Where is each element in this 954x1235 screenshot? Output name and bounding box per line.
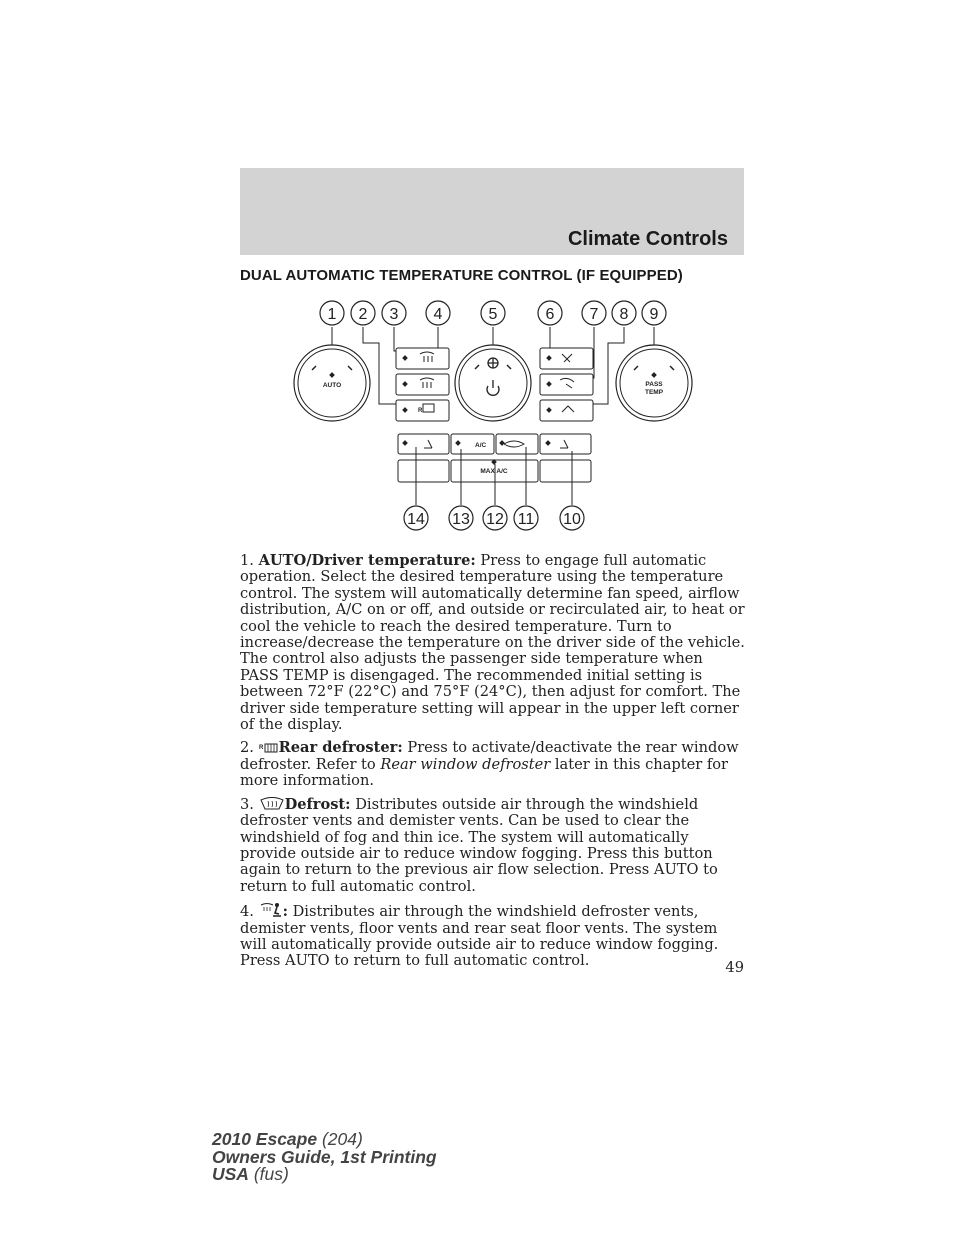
footer: 2010 Escape (204) Owners Guide, 1st Printing USA (fus): [212, 1129, 437, 1185]
pass-label: PASS: [645, 381, 663, 388]
item-3: 3. Defrost: Distributes outside air through the windshield defroster vents and demister vents. Can be used to clear the windshield of fog and thin ice. The system will automatically provide outside air to reduce window fogging. Press this button again to return to the previous air flow selection. Press AUTO to return to full automatic control.: [240, 795, 718, 895]
max-ac-label: MAX A/C: [480, 468, 508, 475]
item-2: 2. R Rear defroster: Press to activate/deactivate the rear window defroster. Refer to Rear window defroster later in this chapter for more information.: [240, 739, 739, 790]
callouts-top: [320, 301, 666, 325]
rear-defroster-icon: [259, 742, 279, 754]
auto-label: AUTO: [322, 382, 342, 389]
svg-text:R: R: [258, 745, 263, 752]
callout-top-label-8: 8: [619, 306, 629, 323]
callout-top-label-7: 7: [589, 306, 599, 323]
callout-bottom-label-14: 14: [407, 511, 425, 528]
defrost-icon: [259, 797, 285, 811]
item-4-term: :: [282, 903, 288, 921]
temp-label: TEMP: [644, 389, 664, 396]
callout-top-label-3: 3: [389, 306, 399, 323]
callout-top-label-2: 2: [358, 306, 368, 323]
item-4: 4. : Distributes air through the windshield defroster vents, demister vents, floor vents and rear seat floor vents. The system will automatically provide outside air to reduce window fogging. Press AUTO to return to full automatic control.: [240, 903, 719, 970]
callout-top-label-6: 6: [545, 306, 555, 323]
item-1: 1. AUTO/Driver temperature: Press to engage full automatic operation. Select the desired temperature using the temperature control. The system will automatically determine fan speed, airflow distribution, A/C on or off, and outside or recirculated air, to heat or cool the vehicle to reach the desired temperature. Turn to increase/decrease the temperature on the driver side of the vehicle. The control also adjusts the passenger side temperature when PASS TEMP is disengaged. The recommended initial setting is between 72°F (22°C) and 75°F (24°C), then adjust for comfort. The driver side temperature setting will appear in the upper left corner of the display.: [240, 552, 745, 734]
item-2-reference: Rear window defroster: [380, 755, 551, 773]
callout-top-label-1: 1: [327, 306, 337, 323]
body-text: [240, 553, 746, 977]
header-band: [240, 168, 744, 255]
callout-bottom-label-10: 10: [563, 511, 581, 528]
defrost-floor-icon: [259, 902, 283, 918]
item-3-term: Defrost:: [284, 795, 351, 813]
callout-top-label-5: 5: [488, 306, 498, 323]
section-title: Climate Controls: [567, 228, 728, 250]
page-number: 49: [725, 959, 744, 976]
callout-top-label-4: 4: [433, 306, 443, 323]
callout-bottom-label-12: 12: [486, 511, 504, 528]
climate-control-panel-figure: [290, 296, 700, 540]
subheading: DUAL AUTOMATIC TEMPERATURE CONTROL (IF EQUIPPED): [240, 267, 683, 284]
item-1-term: AUTO/Driver temperature:: [258, 552, 476, 569]
rear-button-letter: R: [418, 408, 423, 414]
callout-top-label-9: 9: [649, 306, 659, 323]
item-2-term: Rear defroster:: [278, 739, 403, 757]
callout-bottom-label-13: 13: [452, 511, 470, 528]
callout-bottom-label-11: 11: [517, 511, 535, 528]
callouts-bottom: [404, 506, 584, 530]
ac-label: A/C: [475, 442, 487, 449]
